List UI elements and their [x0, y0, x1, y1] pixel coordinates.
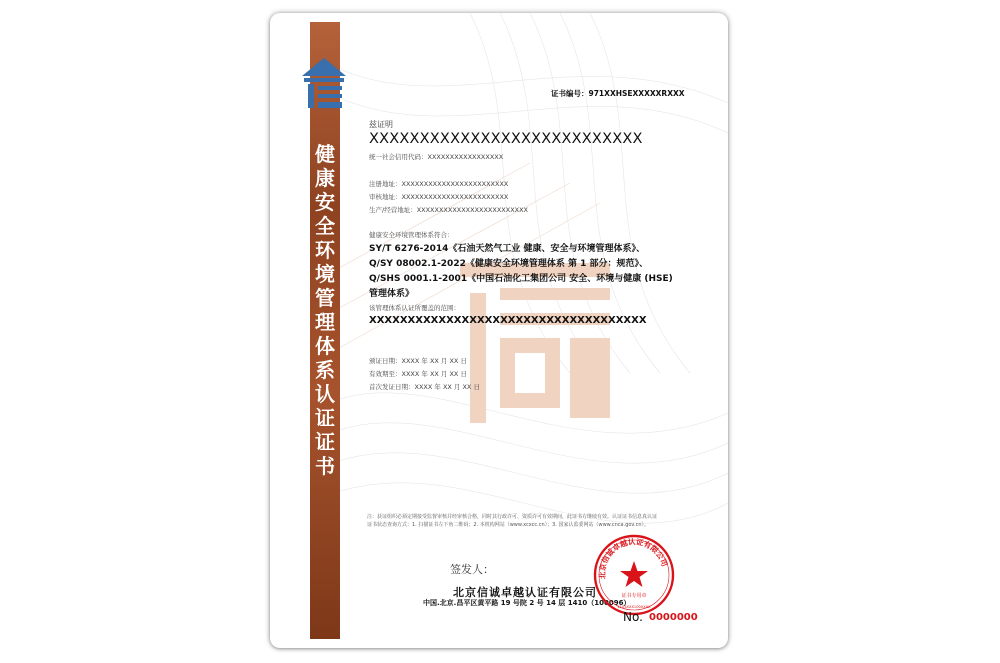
title-char: 系 — [315, 358, 335, 382]
certificate-page — [270, 13, 728, 648]
title-char: 康 — [315, 166, 335, 190]
standard-line: Q/SY 08002.1-2022《健康安全环境管理体系 第 1 部分：规范》、 — [369, 259, 649, 269]
title-char: 安 — [315, 190, 335, 214]
standard-line: Q/SHS 0001.1-2001《中国石油化工集团公司 安全、环境与健康 (HSE) — [369, 274, 673, 284]
title-char: 境 — [315, 262, 335, 286]
company-address: 中国.北京.昌平区黄平路 19 号院 2 号 14 层 1410（100096） — [423, 599, 631, 607]
footnote: 证书状态查询方式：1. 扫描证书左下角二维码；2. 本机构网站（www.xcxcc.cn）；3. 国家认监委网站（www.cnca.gov.cn）。 — [367, 522, 650, 528]
title-char: 认 — [315, 382, 335, 406]
standard-line: 管理体系》 — [369, 289, 415, 299]
serial-number-value: 0000000 — [649, 612, 698, 623]
credit-code: 统一社会信用代码：XXXXXXXXXXXXXXXXX — [369, 153, 504, 161]
signer-label: 签发人： — [450, 563, 494, 576]
official-seal — [592, 533, 676, 617]
title-char: 证 — [315, 406, 335, 430]
seal-code: 1103XXX100XXXX — [617, 605, 651, 609]
certificate-number-label: 证书编号： — [551, 89, 589, 98]
footnote: 注：获证组织必须定期接受监督审核并经审核合格，同时其行政许可、资质许可有效期间，此证书方继续有效。认证证书信息真认证 — [367, 514, 658, 520]
audit-address: 审核地址：XXXXXXXXXXXXXXXXXXXXXXXX — [369, 193, 509, 201]
scope-label: 该管理体系认证所覆盖的范围： — [369, 304, 460, 312]
title-char: 体 — [315, 334, 335, 358]
hereby-text: 兹证明 — [369, 120, 393, 129]
title-char: 全 — [315, 214, 335, 238]
serial-number-label: No. — [623, 610, 643, 624]
certificate-number — [551, 88, 685, 99]
organization-name: XXXXXXXXXXXXXXXXXXXXXXXXXXX — [369, 131, 643, 147]
title-char: 理 — [315, 310, 335, 334]
company-logo — [298, 56, 350, 112]
seal-center-text: 证书专用章 — [621, 593, 647, 599]
scope-value: XXXXXXXXXXXXXXXXXXXXXXXXXXXXXXXXXXXX — [369, 315, 647, 326]
title-char: 证 — [315, 430, 335, 454]
title-char: 环 — [315, 238, 335, 262]
title-char: 书 — [315, 454, 335, 478]
certificate-number-value: 971XXHSEXXXXXRXXX — [588, 89, 685, 98]
standard-line: SY/T 6276-2014《石油天然气工业 健康、安全与环境管理体系》、 — [369, 244, 646, 254]
valid-until: 有效期至：XXXX 年 XX 月 XX 日 — [369, 370, 467, 378]
certificate-title — [310, 142, 340, 478]
issuing-company: 北京信诚卓越认证有限公司 — [453, 586, 597, 599]
title-char: 健 — [315, 142, 335, 166]
seal-ring-text: 北京信诚卓越认证有限公司 — [597, 537, 670, 580]
issue-date: 颁证日期：XXXX 年 XX 月 XX 日 — [369, 357, 467, 365]
conformity-label: 健康安全环境管理体系符合： — [369, 231, 454, 239]
registered-address: 注册地址：XXXXXXXXXXXXXXXXXXXXXXXX — [369, 180, 509, 188]
first-issue-date: 首次发证日期：XXXX 年 XX 月 XX 日 — [369, 383, 480, 391]
title-char: 管 — [315, 286, 335, 310]
production-address: 生产/经营地址：XXXXXXXXXXXXXXXXXXXXXXXXX — [369, 206, 529, 214]
